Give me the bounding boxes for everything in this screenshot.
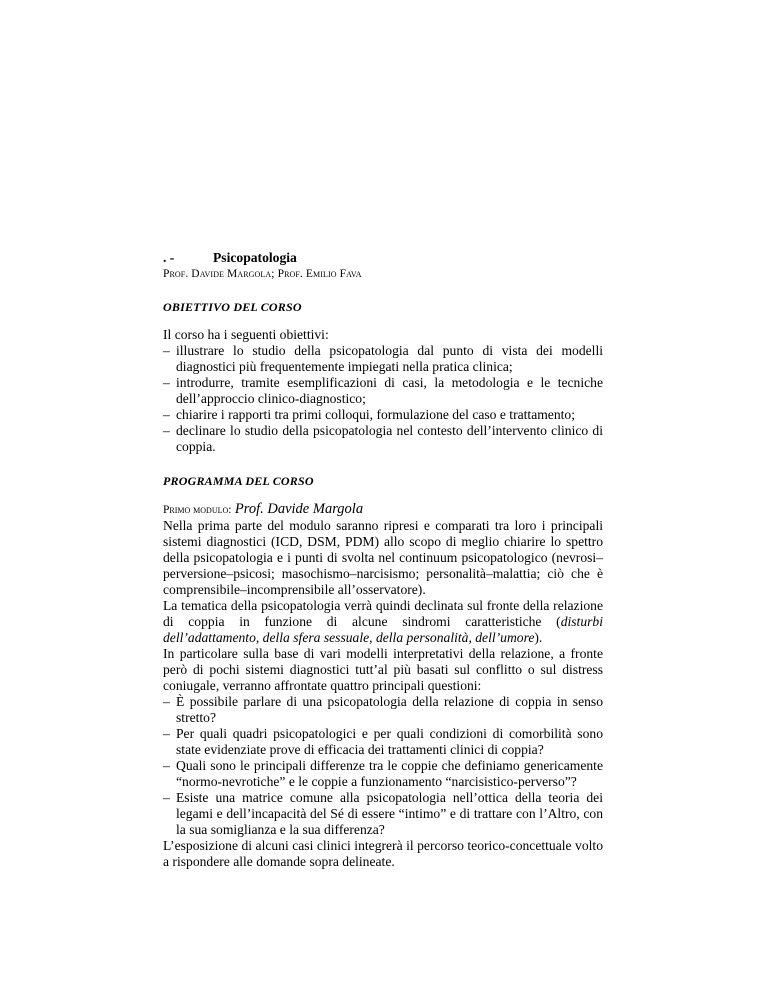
program-closing: L’esposizione di alcuni casi clinici integrerà il percorso teorico-concettuale volto a rispondere alle domande sopra delineate. (163, 838, 603, 869)
list-item: – Per quali quadri psicopatologici e per quali condizioni di comorbilità sono state evidenziate prove di efficacia dei trattamenti clinici di coppia? (163, 726, 603, 758)
program-paragraph-2: La tematica della psicopatologia verrà quindi declinata sul fronte della relazione di coppia in funzione di alcune sindromi caratteristiche (disturbi dell’adattamento, della sfera sessuale, della personalità, dell’umore). (163, 598, 603, 645)
list-item: – introdurre, tramite esemplificazioni di casi, la metodologia e le tecniche dell’approccio clinico-diagnostico; (163, 375, 603, 407)
program-paragraph-1: Nella prima parte del modulo saranno ripresi e comparati tra loro i principali sistemi diagnostici (ICD, DSM, PDM) allo scopo di meglio chiarire lo spettro della psicopatologia e i punti di svolta nel continuum psicopatologico (nevrosi–perversione–psicosi; masochismo–narcisismo; personalità–malattia; ciò che è comprensibile–incomprensibile all’osservatore). (163, 518, 603, 597)
course-professors: Prof. Davide Margola; Prof. Emilio Fava (163, 268, 362, 280)
objectives-intro: Il corso ha i seguenti obiettivi: (163, 327, 329, 342)
list-item: – illustrare lo studio della psicopatologia dal punto di vista dei modelli diagnostici più frequentemente impiegati nella pratica clinica; (163, 343, 603, 375)
module-professor: Prof. Davide Margola (234, 501, 364, 517)
module-label: Primo modulo: (163, 504, 232, 516)
course-page (163, 250, 603, 870)
syndromes-emphasis: disturbi dell’adattamento, della sfera sessuale, della personalità, dell’umore (163, 614, 603, 645)
program-paragraph-3: In particolare sulla base di vari modelli interpretativi della relazione, a fronte però di pochi sistemi diagnostici tutt’al più basati sul conflitto o sul distress coniugale, verranno affrontate quattro principali questioni: (163, 646, 603, 693)
list-item: – chiarire i rapporti tra primi colloqui, formulazione del caso e trattamento; (163, 407, 603, 423)
course-title-row (163, 250, 603, 266)
course-number: . - (163, 250, 175, 265)
objectives-heading: OBIETTIVO DEL CORSO (163, 300, 302, 314)
course-title: Psicopatologia (213, 250, 297, 265)
list-item: – Esiste una matrice comune alla psicopatologia nell’ottica della teoria dei legami e dell’incapacità del Sé di essere “intimo” e di trattare con l’Altro, con la sua somiglianza e la sua differenza? (163, 790, 603, 838)
list-item: – declinare lo studio della psicopatologia nel contesto dell’intervento clinico di coppia. (163, 423, 603, 455)
list-item: – È possibile parlare di una psicopatologia della relazione di coppia in senso stretto? (163, 694, 603, 726)
questions-list (163, 694, 603, 838)
list-item: – Quali sono le principali differenze tra le coppie che definiamo genericamente “normo-nevrotiche” e le coppie a funzionamento “narcisistico-perverso”? (163, 758, 603, 790)
program-heading: PROGRAMMA DEL CORSO (163, 474, 314, 488)
module-heading (163, 501, 603, 518)
objectives-list (163, 343, 603, 455)
